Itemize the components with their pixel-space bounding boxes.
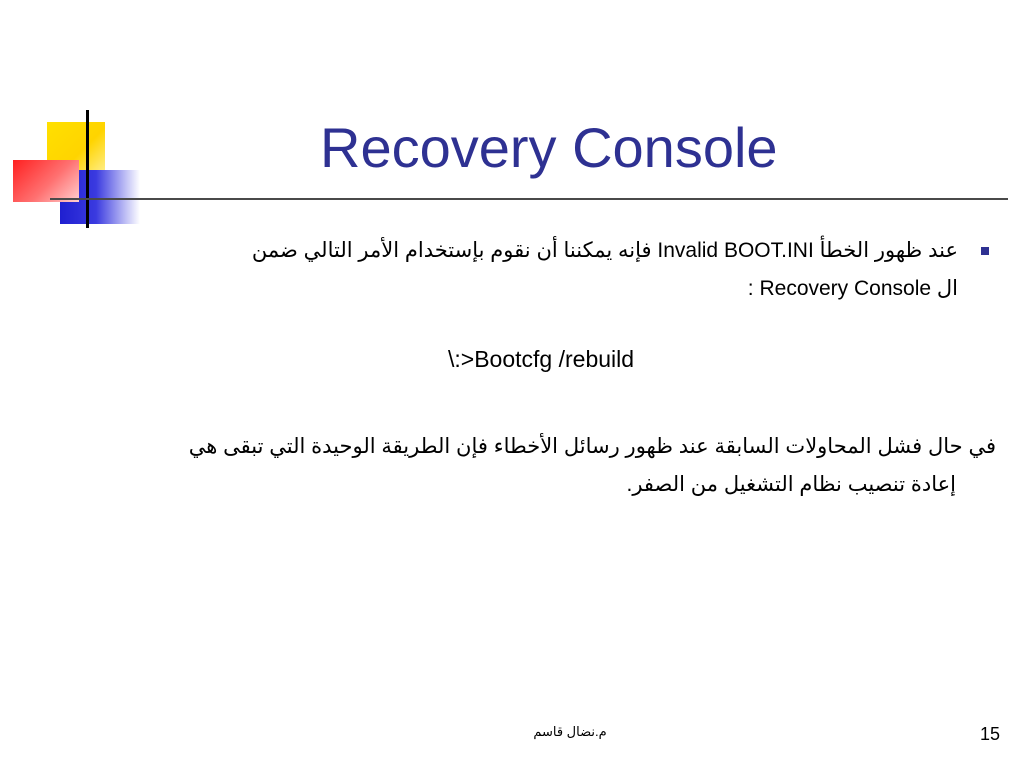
bullet-square-icon <box>981 247 989 255</box>
bullet-line-1: عند ظهور الخطأ Invalid BOOT.INI فإنه يمكننا أن نقوم بإستخدام الأمر التالي ضمن <box>251 239 958 262</box>
para2-line-1: في حال فشل المحاولات السابقة عند ظهور رسائل الأخطاء فإن الطريقة الوحيدة التي تبقى هي <box>188 435 996 458</box>
second-paragraph <box>140 428 996 504</box>
title-underline <box>50 198 1008 200</box>
vertical-rule <box>86 110 89 228</box>
page-number: 15 <box>979 724 1000 744</box>
para2-line-2: إعادة تنصيب نظام التشغيل من الصفر. <box>626 473 956 496</box>
red-square <box>13 160 79 202</box>
command-text: \:>Bootcfg /rebuild <box>448 346 635 372</box>
footer-author: م.نضال قاسم <box>533 724 607 739</box>
decorative-logo <box>0 0 150 240</box>
bullet-paragraph <box>140 232 958 308</box>
bullet-line-2: ال Recovery Console : <box>747 277 958 300</box>
slide-title: Recovery Console <box>320 116 778 179</box>
